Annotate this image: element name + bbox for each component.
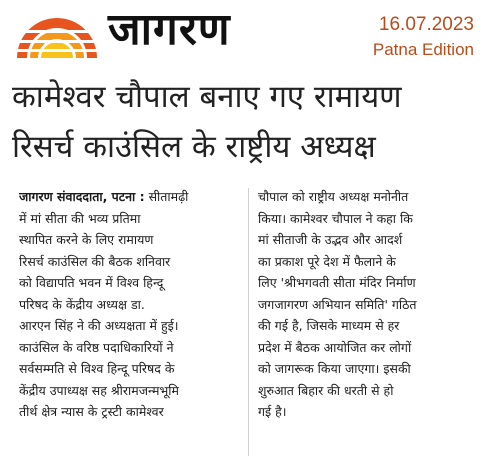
article-line: काउंसिल के वरिष्ठ पदाधिकारियों ने: [19, 339, 174, 355]
edition-label: Patna Edition: [372, 40, 474, 59]
article-column-right: [258, 186, 480, 423]
newspaper-brand: जागरण: [108, 4, 231, 55]
headline-line: कामेश्वर चौपाल बनाए गए रामायण: [12, 79, 402, 115]
sunrise-logo-icon: [12, 8, 102, 58]
article-line: प्रदेश में बैठक आयोजित कर लोगों: [258, 339, 412, 355]
article-line: लिए 'श्रीभगवती सीता मंदिर निर्माण: [258, 275, 416, 290]
article-line: शुरुआत बिहार की धरती से हो: [258, 382, 394, 398]
masthead: [0, 0, 492, 70]
headline-line: रिसर्च काउंसिल के राष्ट्रीय अध्यक्ष: [12, 129, 376, 165]
article-line: किया। कामेश्वर चौपाल ने कहा कि: [258, 210, 413, 226]
article-line: सर्वसम्मति से विश्व हिन्दू परिषद के: [19, 361, 175, 376]
article-line: का प्रकाश पूरे देश में फैलाने के: [258, 253, 396, 269]
article-line: आरएन सिंह ने की अध्यक्षता में हुई।: [19, 318, 179, 333]
article-column-left: [19, 186, 241, 423]
article-line: मां सीताजी के उद्भव और आदर्श: [258, 232, 403, 247]
column-divider: [248, 188, 249, 456]
article-text: सीतामढ़ी: [148, 189, 189, 204]
article-line: केंद्रीय उपाध्यक्ष सह श्रीरामजन्मभूमि: [19, 382, 179, 398]
article-line: को विद्यापति भवन में विश्व हिन्दू: [19, 275, 164, 290]
article-first-line: [19, 186, 241, 208]
article-line: स्थापित करने के लिए रामायण: [19, 232, 154, 247]
article-line: जगजागरण अभियान समिति' गठित: [258, 296, 417, 312]
headline: [12, 72, 482, 172]
article-line: तीर्थ क्षेत्र न्यास के ट्रस्टी कामेश्वर: [19, 404, 164, 419]
article-line: रिसर्च काउंसिल की बैठक शनिवार: [19, 253, 171, 269]
article-line: को जागरूक किया जाएगा। इसकी: [258, 361, 411, 376]
article-line: चौपाल को राष्ट्रीय अध्यक्ष मनोनीत: [258, 189, 409, 204]
publication-date: 16.07.2023: [378, 14, 474, 35]
article-line: गई है।: [258, 404, 287, 419]
byline: जागरण संवाददाता, पटना :: [19, 189, 145, 204]
article-line: की गई है, जिसके माध्यम से हर: [258, 318, 400, 333]
article-line: परिषद के केंद्रीय अध्यक्ष डा.: [19, 296, 145, 312]
article-line: में मां सीता की भव्य प्रतिमा: [19, 210, 141, 226]
